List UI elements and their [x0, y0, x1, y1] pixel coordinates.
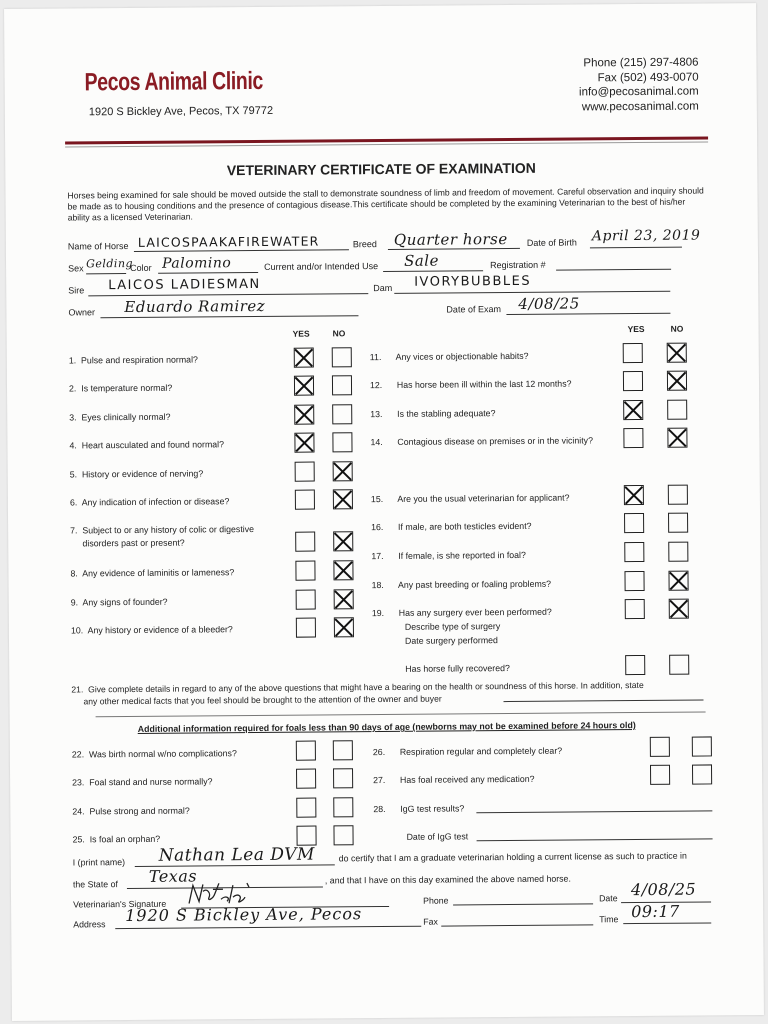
address-field[interactable]: 1920 S Bickley Ave, Pecos: [125, 904, 363, 926]
clinic-name: Pecos Animal Clinic: [84, 66, 263, 97]
sire-label: Sire: [68, 285, 85, 296]
recovered-label: Has horse fully recovered?: [405, 663, 510, 674]
clinic-email: info@pecosanimal.com: [578, 85, 699, 99]
date-exam-field[interactable]: 4/08/25: [518, 294, 580, 313]
surgery-describe-label: Describe type of surgery: [404, 621, 501, 632]
question-15: 15. Are you the usual veterinarian for applicant?: [370, 492, 570, 505]
q4-no-checkbox[interactable]: [332, 432, 352, 452]
q27-yes-checkbox[interactable]: [650, 765, 670, 785]
question-17: 17. If female, is she reported in foal?: [371, 549, 526, 562]
q23-no-checkbox[interactable]: [333, 768, 353, 788]
q12-yes-checkbox[interactable]: [623, 371, 643, 391]
foals-section-title: Additional information required for foals less than 90 days of age (newborns may not be examined before 24 hours old): [137, 720, 636, 734]
q13-yes-checkbox[interactable]: [623, 400, 643, 420]
q13-no-checkbox[interactable]: [667, 400, 687, 420]
clinic-fax: Fax (502) 493-0070: [597, 71, 699, 84]
question-27: 27. Has foal received any medication?: [373, 773, 535, 786]
q11-no-checkbox[interactable]: [667, 343, 687, 363]
question-2: 2. Is temperature normal?: [68, 382, 173, 394]
question-14: 14. Contagious disease on premises or in the vicinity?: [370, 435, 593, 448]
q25-yes-checkbox[interactable]: [296, 826, 316, 846]
q26-yes-checkbox[interactable]: [650, 737, 670, 757]
print-name-label: I (print name): [72, 857, 126, 868]
q24-no-checkbox[interactable]: [333, 797, 353, 817]
q9-no-checkbox[interactable]: [334, 589, 354, 609]
owner-field[interactable]: Eduardo Ramirez: [124, 296, 266, 317]
question-9: 9. Any signs of founder?: [70, 596, 168, 608]
question-12: 12. Has horse been ill within the last 12 months?: [369, 378, 572, 391]
state-label: the State of: [72, 879, 118, 890]
q6-no-checkbox[interactable]: [333, 489, 353, 509]
question-5: 5. History or evidence of nerving?: [69, 468, 204, 480]
question-7: 7. Subject to or any history of colic or digestive disorders past or present?: [70, 524, 255, 549]
question-8: 8. Any evidence of laminitis or lameness?: [70, 567, 235, 579]
question-19: 19. Has any surgery ever been performed?: [371, 606, 552, 619]
date-field[interactable]: 4/08/25: [630, 879, 697, 900]
igg-date-label: Date of IgG test: [406, 831, 469, 842]
q5-no-checkbox[interactable]: [333, 461, 353, 481]
date-label: Date: [599, 893, 618, 904]
clinic-contact: [579, 56, 699, 115]
q1-no-checkbox[interactable]: [332, 347, 352, 367]
state-field[interactable]: Texas: [148, 866, 198, 886]
date-exam-label: Date of Exam: [446, 304, 501, 315]
question-10: 10. Any history or evidence of a bleeder?: [70, 624, 233, 636]
recovered-yes-checkbox[interactable]: [625, 655, 645, 675]
fax-label: Fax: [423, 916, 438, 927]
dam-label: Dam: [373, 282, 393, 294]
address-label: Address: [73, 919, 106, 930]
q3-no-checkbox[interactable]: [332, 404, 352, 424]
form-title: VETERINARY CERTIFICATE OF EXAMINATION: [226, 159, 536, 179]
q7-no-checkbox[interactable]: [333, 531, 353, 551]
question-26: 26. Respiration regular and completely clear?: [372, 745, 563, 758]
question-4: 4. Heart ausculated and found normal?: [69, 439, 225, 451]
q18-no-checkbox[interactable]: [668, 571, 688, 591]
name-of-horse-label: Name of Horse: [67, 240, 129, 252]
q8-no-checkbox[interactable]: [333, 560, 353, 580]
q24-yes-checkbox[interactable]: [296, 798, 316, 818]
q9-yes-checkbox[interactable]: [296, 590, 316, 610]
q12-no-checkbox[interactable]: [667, 371, 687, 391]
dam-field[interactable]: IVORYBUBBLES: [414, 273, 532, 290]
breed-field[interactable]: Quarter horse: [393, 230, 508, 249]
no-header-left: NO: [332, 328, 346, 339]
signature-label: Veterinarian's Signature: [73, 898, 167, 910]
dob-field[interactable]: April 23, 2019: [591, 227, 701, 245]
q15-no-checkbox[interactable]: [668, 485, 688, 505]
q16-no-checkbox[interactable]: [668, 513, 688, 533]
q6-yes-checkbox[interactable]: [295, 490, 315, 510]
q22-no-checkbox[interactable]: [333, 740, 353, 760]
q10-no-checkbox[interactable]: [334, 617, 354, 637]
certificate-page: [4, 3, 764, 1021]
time-field[interactable]: 09:17: [631, 901, 680, 922]
color-field[interactable]: Palomino: [161, 255, 232, 272]
time-label: Time: [599, 914, 619, 925]
q17-yes-checkbox[interactable]: [624, 542, 644, 562]
question-22: 22. Was birth normal w/no complications?: [71, 748, 237, 760]
yes-header-left: YES: [292, 328, 310, 339]
q5-yes-checkbox[interactable]: [295, 462, 315, 482]
q19-yes-checkbox[interactable]: [625, 599, 645, 619]
q25-no-checkbox[interactable]: [333, 825, 353, 845]
q18-yes-checkbox[interactable]: [624, 571, 644, 591]
sire-field[interactable]: LAICOS LADIESMAN: [108, 276, 261, 294]
color-label: Color: [130, 262, 152, 273]
q10-yes-checkbox[interactable]: [296, 618, 316, 638]
clinic-address: 1920 S Bickley Ave, Pecos, TX 79772: [88, 104, 274, 119]
q11-yes-checkbox[interactable]: [623, 343, 643, 363]
q15-yes-checkbox[interactable]: [624, 485, 644, 505]
sex-field[interactable]: Gelding: [85, 256, 134, 271]
q1-yes-checkbox[interactable]: [294, 348, 314, 368]
question-28: 28. IgG test results?: [373, 803, 465, 815]
breed-label: Breed: [352, 239, 377, 250]
question-11: 11. Any vices or objectionable habits?: [369, 350, 529, 363]
sex-label: Sex: [68, 263, 84, 274]
q14-yes-checkbox[interactable]: [623, 428, 643, 448]
q2-no-checkbox[interactable]: [332, 375, 352, 395]
question-3: 3. Eyes clinically normal?: [69, 411, 171, 423]
surgery-date-label: Date surgery performed: [404, 635, 498, 646]
yes-header-right: YES: [627, 323, 645, 335]
q3-yes-checkbox[interactable]: [294, 405, 314, 425]
no-header-right: NO: [670, 323, 684, 334]
certify-text: do certify that I am a graduate veterinarian holding a current license as such to practice in: [338, 850, 687, 864]
q17-no-checkbox[interactable]: [668, 542, 688, 562]
print-name-field[interactable]: Nathan Lea DVM: [158, 844, 315, 866]
form-intro: Horses being examined for sale should be moved outside the stall to demonstrate soundness of limb and freedom of movement. Careful observation and inquiry should be made as to housing conditions and the presence of contagious disease.This certificate should be completed by the examining Veterinarian to the best of his/her ability as a licensed Veterinarian.: [67, 185, 704, 223]
q26-no-checkbox[interactable]: [692, 736, 712, 756]
q8-yes-checkbox[interactable]: [295, 561, 315, 581]
registration-label: Registration #: [490, 259, 546, 271]
question-1: 1. Pulse and respiration normal?: [68, 354, 198, 366]
q2-yes-checkbox[interactable]: [294, 376, 314, 396]
question-18: 18. Any past breeding or foaling problems?: [371, 578, 552, 591]
q22-yes-checkbox[interactable]: [296, 741, 316, 761]
question-13: 13. Is the stabling adequate?: [370, 408, 496, 420]
q23-yes-checkbox[interactable]: [296, 769, 316, 789]
q19-no-checkbox[interactable]: [669, 599, 689, 619]
question-16: 16. If male, are both testicles evident?: [371, 520, 532, 533]
recovered-no-checkbox[interactable]: [669, 655, 689, 675]
question-21: 21. Give complete details in regard to any of the above questions that might have a bearing on the health or soundness of this horse. In addition, state any other medical facts that you feel should be brought to the attention of the owner and buyer: [71, 679, 644, 707]
q7-yes-checkbox[interactable]: [295, 532, 315, 552]
state-text: , and that I have on this day examined the above named horse.: [324, 873, 571, 886]
q16-yes-checkbox[interactable]: [624, 513, 644, 533]
dob-label: Date of Birth: [526, 237, 577, 248]
owner-label: Owner: [68, 307, 95, 318]
q14-no-checkbox[interactable]: [667, 428, 687, 448]
name-of-horse-field[interactable]: LAICOSPAAKAFIREWATER: [137, 233, 320, 250]
use-label: Current and/or Intended Use: [264, 261, 379, 272]
question-23: 23. Foal stand and nurse normally?: [72, 776, 213, 788]
question-25: 25. Is foal an orphan?: [72, 833, 161, 845]
use-field[interactable]: Sale: [403, 251, 440, 270]
phone-label: Phone: [423, 895, 449, 906]
q27-no-checkbox[interactable]: [692, 764, 712, 784]
clinic-phone: Phone (215) 297-4806: [583, 56, 699, 70]
q4-yes-checkbox[interactable]: [294, 433, 314, 453]
question-24: 24. Pulse strong and normal?: [72, 805, 190, 817]
question-6: 6. Any indication of infection or disease?: [69, 496, 230, 508]
clinic-website: www.pecosanimal.com: [581, 100, 699, 113]
